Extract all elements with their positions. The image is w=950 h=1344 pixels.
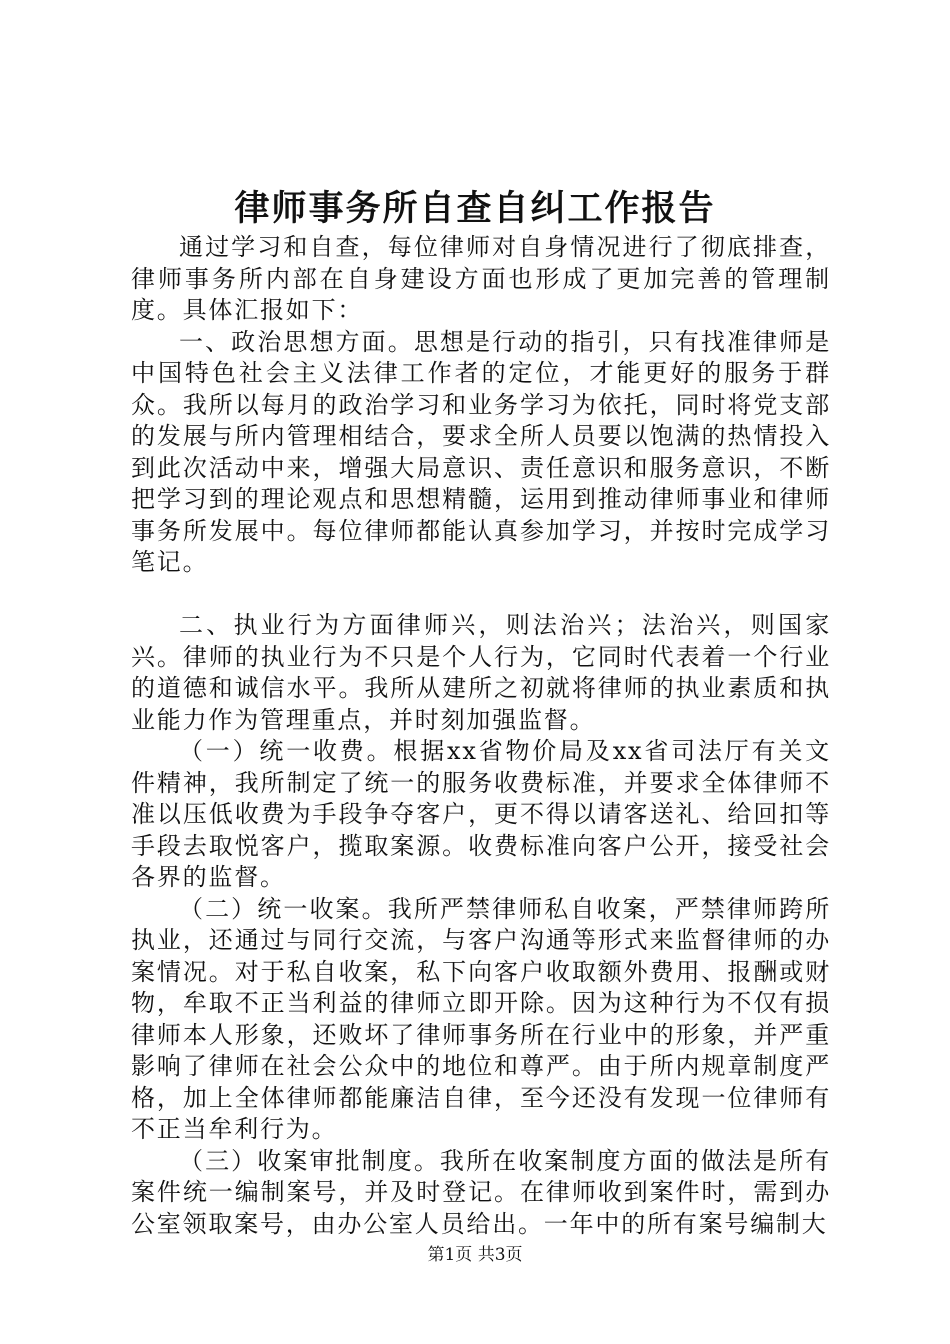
document-body <box>131 232 831 1240</box>
page-number: 第1页 共3页 <box>427 1245 523 1265</box>
paragraph-political: 一、政治思想方面。思想是行动的指引，只有找准律师是中国特色社会主义法律工作者的定位，才能更好的服务于群众。我所以每月的政治学习和业务学习为依托，同时将党支部的发展与所内管理相结合，要求全所人员要以饱满的热情投入到此次活动中来，增强大局意识、责任意识和服务意识，不断把学习到的理论观点和思想精髓，运用到推动律师事业和律师事务所发展中。每位律师都能认真参加学习，并按时完成学习笔记。 <box>131 327 831 576</box>
paragraph-practice: 二、执业行为方面律师兴，则法治兴；法治兴，则国家兴。律师的执业行为不只是个人行为，它同时代表着一个行业的道德和诚信水平。我所从建所之初就将律师的执业素质和执业能力作为管理重点，并时刻加强监督。 <box>131 611 831 734</box>
paragraph-unified-cases: （二）统一收案。我所严禁律师私自收案，严禁律师跨所执业，还通过与同行交流，与客户沟通等形式来监督律师的办案情况。对于私自收案，私下向客户收取额外费用、报酬或财物，牟取不正当利益的律师立即开除。因为这种行为不仅有损律师本人形象，还败坏了律师事务所在行业中的形象，并严重影响了律师在社会公众中的地位和尊严。由于所内规章制度严格，加上全体律师都能廉洁自律，至今还没有发现一位律师有不正当牟利行为。 <box>131 894 831 1143</box>
page-title: 律师事务所自查自纠工作报告 <box>234 188 716 229</box>
paragraph-case-approval: （三）收案审批制度。我所在收案制度方面的做法是所有案件统一编制案号，并及时登记。在律师收到案件时，需到办公室领取案号，由办公室人员给出。一年中的所有案号编制大 <box>131 1146 831 1238</box>
paragraph-unified-fees: （一）统一收费。根据xx省物价局及xx省司法厅有关文件精神，我所制定了统一的服务收费标准，并要求全体律师不准以压低收费为手段争夺客户，更不得以请客送礼、给回扣等手段去取悦客户，揽取案源。收费标准向客户公开，接受社会各界的监督。 <box>131 737 831 891</box>
paragraph-intro: 通过学习和自查，每位律师对自身情况进行了彻底排查，律师事务所内部在自身建设方面也形成了更加完善的管理制度。具体汇报如下： <box>131 233 831 324</box>
